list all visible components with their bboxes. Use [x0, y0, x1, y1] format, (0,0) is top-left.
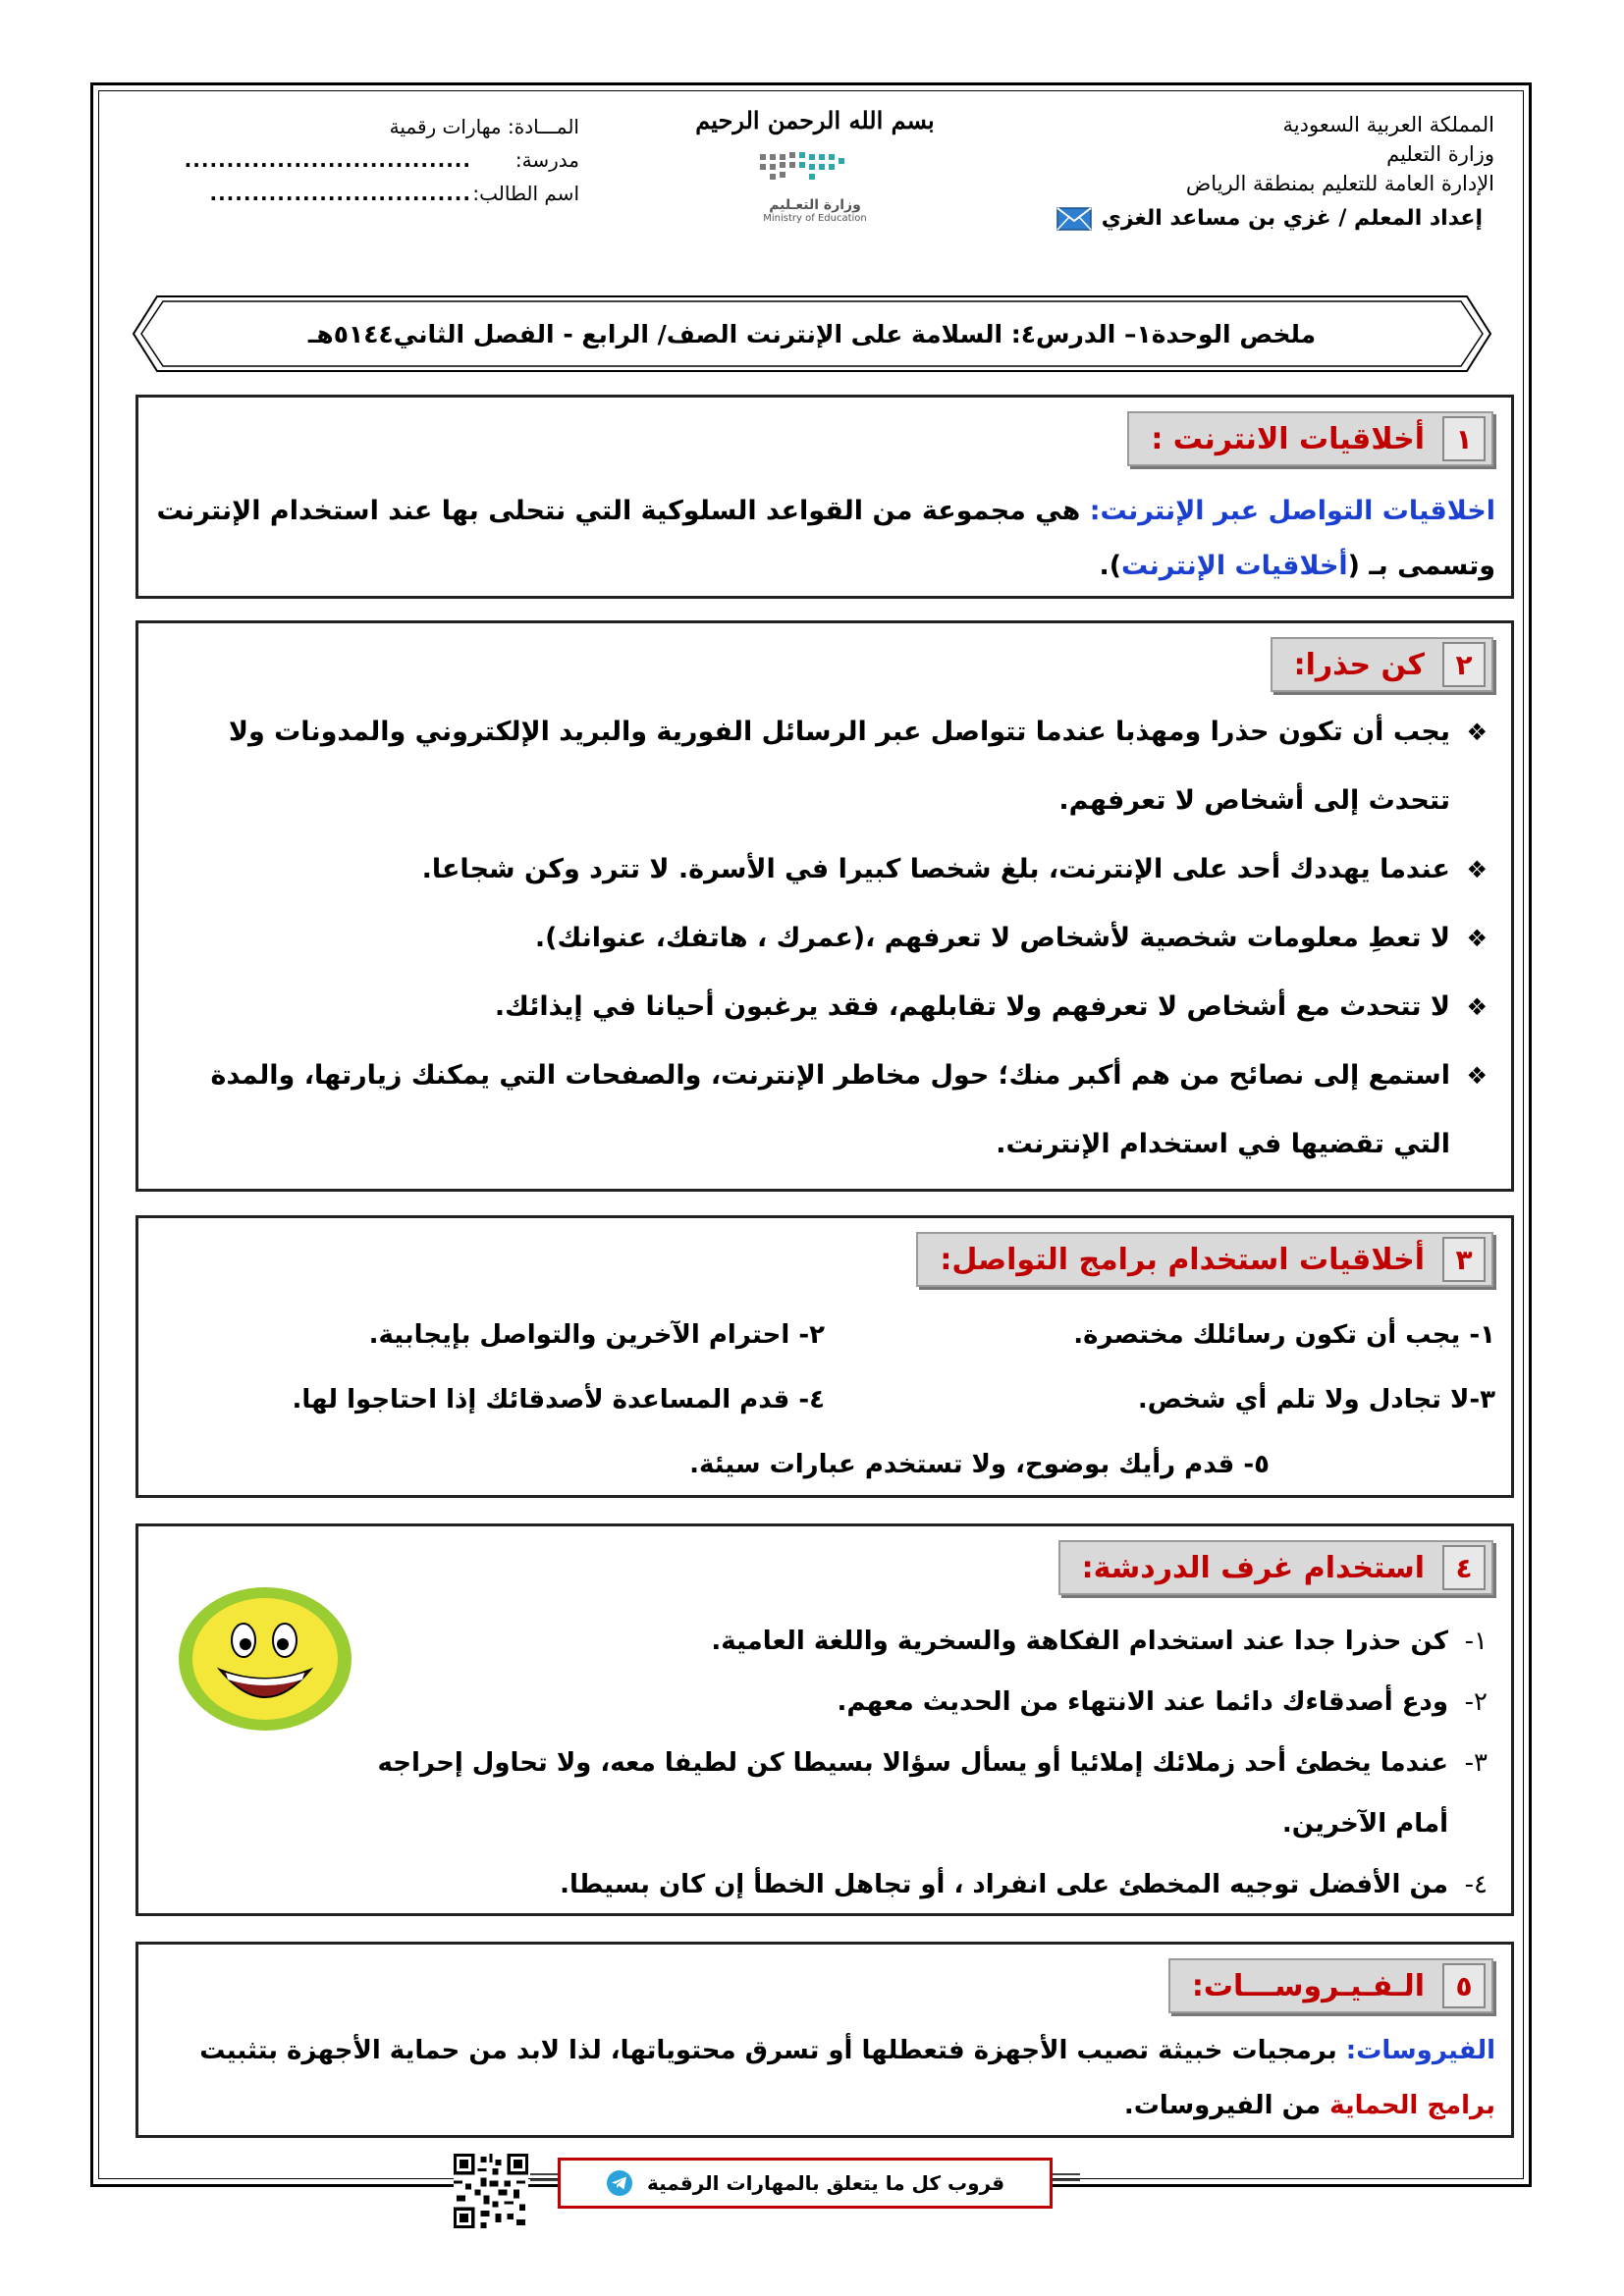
diamond-bullet-icon: ❖ — [1466, 1062, 1488, 1090]
title-banner — [132, 294, 1492, 373]
virus-definition: برمجيات خبيثة تصيب الأجهزة فتعطلها أو تسرق محتوياتها، لذا لابد من حماية الأجهزة بتثبيت — [199, 2036, 1346, 2065]
term-protection-software: برامج الحماية — [1329, 2091, 1495, 2120]
teacher-name: إعداد المعلم / غزي بن مساعد الغزي — [1101, 206, 1483, 231]
list-item: ٤- قدم المساعدة لأصدقائك إذا احتاجوا لها. — [292, 1385, 825, 1415]
chat-rules-list — [354, 1611, 1495, 1915]
list-item: ٢- ودع أصدقاءك دائما عند الانتهاء من الحديث معهم. — [837, 1687, 1488, 1717]
section-viruses — [135, 1942, 1514, 2138]
list-item: ❖ عندما يهددك أحد على الإنترنت، بلغ شخصا كبيرا في الأسرة. لا تترد وكن شجاعا. — [154, 835, 1495, 904]
subject-row — [137, 110, 579, 143]
ministry-logo — [746, 148, 884, 224]
telegram-group-text: قروب كل ما يتعلق بالمهارات الرقمية — [646, 2171, 1005, 2195]
list-item: ٣- عندما يخطئ أحد زملائك إملائيا أو يسأل سؤالا بسيطا كن لطيفا معه، ولا تحاول إحراجه أمام الآخرين. — [377, 1748, 1488, 1839]
ministry-logo-arabic: وزارة التعـليم — [769, 197, 861, 213]
directorate-name: الإدارة العامة للتعليم بمنطقة الرياض — [1185, 172, 1494, 195]
list-item: ٥- قدم رأيك بوضوح، ولا تستخدم عبارات سيئة. — [689, 1450, 1270, 1479]
section-title: أخلاقيات استخدام برامج التواصل: — [940, 1242, 1425, 1277]
section-body — [154, 2023, 1495, 2133]
definition-text: هي مجموعة من القواعد السلوكية التي نتحلى بها عند استخدام الإنترنت وتسمى بـ ( — [156, 496, 1495, 581]
diamond-bullet-icon: ❖ — [1466, 719, 1488, 746]
header-ministry-block — [1023, 110, 1494, 234]
header-center — [668, 106, 962, 225]
section-title: الـفـيـروســـات: — [1191, 1968, 1425, 2003]
list-item: ٢- احترام الآخرين والتواصل بإيجابية. — [368, 1320, 825, 1350]
section-internet-ethics — [135, 395, 1514, 599]
telegram-icon — [606, 2169, 633, 2197]
section-body — [154, 484, 1495, 594]
definition-end: ). — [1099, 551, 1122, 581]
section-title: أخلاقيات الانترنت : — [1151, 421, 1425, 456]
section-title: استخدام غرف الدردشة: — [1081, 1550, 1425, 1585]
basmala: بسم الله الرحمن الرحيم — [695, 106, 935, 134]
student-row — [137, 177, 579, 210]
teacher-line — [1023, 204, 1483, 234]
list-item: ٤- من الأفضل توجيه المخطئ على انفراد ، أو تجاهل الخطأ إن كان بسيطا. — [560, 1870, 1488, 1899]
header-student-block — [137, 110, 579, 210]
student-name-field[interactable]: ............................... — [209, 182, 471, 205]
term-communication-ethics: اخلاقيات التواصل عبر الإنترنت: — [1089, 496, 1495, 526]
country-name: المملكة العربية السعودية — [1282, 113, 1494, 136]
diamond-bullet-icon: ❖ — [1466, 856, 1488, 883]
qr-code-icon[interactable] — [454, 2154, 528, 2228]
term-internet-ethics: أخلاقيات الإنترنت — [1121, 551, 1348, 581]
lesson-title: ملخص الوحدة١– الدرس٤: السلامة على الإنترنت الصف/ الرابع - الفصل الثاني٥١٤٤هـ — [307, 319, 1317, 348]
ministry-logo-icon — [746, 148, 884, 191]
list-item: ❖ لا تعطِ معلومات شخصية لأشخاص لا تعرفهم ،(عمرك ، هاتفك، عنوانك). — [154, 904, 1495, 973]
smiley-face-icon — [177, 1585, 353, 1733]
diamond-bullet-icon: ❖ — [1466, 925, 1488, 952]
student-label: اسم الطالب: — [472, 182, 579, 205]
list-item: ❖ استمع إلى نصائح من هم أكبر منك؛ حول مخاطر الإنترنت، والصفحات التي يمكنك زيارتها، والمدة التي تقضيها في استخدام الإنترنت. — [154, 1041, 1495, 1179]
subject-label: المـــادة: مهارات رقمية — [389, 115, 579, 138]
ministry-logo-english: Ministry of Education — [763, 213, 867, 224]
list-item: ٣-لا تجادل ولا تلم أي شخص. — [1137, 1385, 1495, 1415]
list-item: ١- يجب أن تكون رسائلك مختصرة. — [1073, 1320, 1495, 1350]
virus-definition-end: من الفيروسات. — [1123, 2091, 1330, 2120]
list-item: ❖ لا تتحدث مع أشخاص لا تعرفهم ولا تقابلهم، فقد يرغبون أحيانا في إيذائك. — [154, 973, 1495, 1041]
term-viruses: الفيروسات: — [1345, 2036, 1495, 2065]
ministry-name: وزارة التعليم — [1386, 142, 1494, 166]
section-header — [1168, 1958, 1493, 2013]
section-number: ٢ — [1442, 642, 1486, 687]
section-number: ٣ — [1442, 1237, 1486, 1282]
school-field[interactable]: .................................. — [184, 148, 471, 172]
section-be-careful — [135, 620, 1514, 1192]
school-label: مدرسة: — [514, 148, 579, 172]
section-number: ٥ — [1442, 1963, 1486, 2008]
telegram-group-link[interactable] — [558, 2158, 1053, 2209]
section-header — [1058, 1540, 1493, 1595]
careful-list — [154, 698, 1495, 1179]
section-title: كن حذرا: — [1293, 647, 1425, 682]
diamond-bullet-icon: ❖ — [1466, 993, 1488, 1021]
section-header — [1127, 411, 1493, 466]
section-number: ٤ — [1442, 1545, 1486, 1590]
apps-ethics-list — [154, 1303, 1495, 1497]
school-row — [137, 143, 579, 177]
list-item: ١- كن حذرا جدا عند استخدام الفكاهة والسخرية واللغة العامية. — [711, 1627, 1488, 1656]
section-header — [916, 1232, 1493, 1287]
section-communication-apps — [135, 1215, 1514, 1498]
list-item: ❖ يجب أن تكون حذرا ومهذبا عندما تتواصل عبر الرسائل الفورية والبريد الإلكتروني والمدونات ولا تتحدث إلى أشخاص لا تعرفهم. — [154, 698, 1495, 835]
section-number: ١ — [1442, 416, 1486, 461]
section-header — [1271, 637, 1493, 692]
envelope-icon[interactable] — [1056, 207, 1092, 231]
